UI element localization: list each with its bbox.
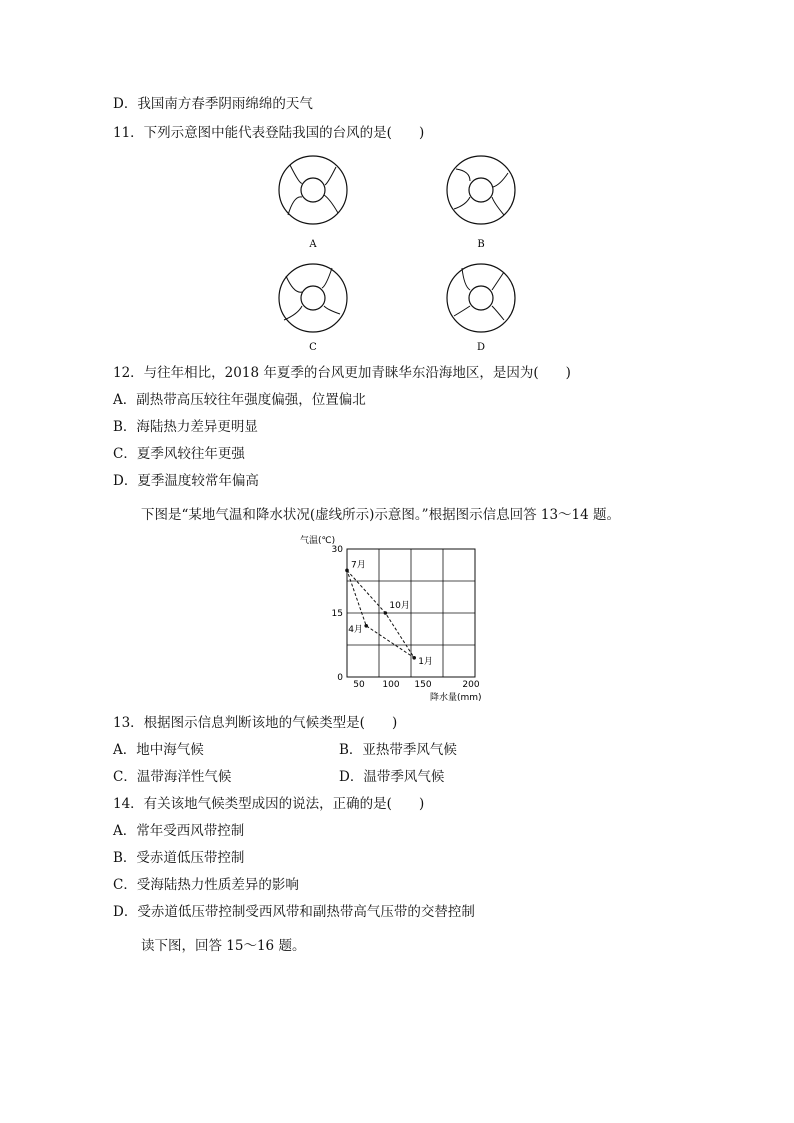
chart-ylabel: 气温(℃) [300,536,336,546]
q14-option-c: C．受海陆热力性质差异的影响 [113,877,299,893]
q13-option-d: D．温带季风气候 [339,769,445,785]
q13-option-c: C．温带海洋性气候 [113,769,232,785]
q11-stem: 11．下列示意图中能代表登陆我国的台风的是( ) [113,125,425,141]
prev-option-d: D．我国南方春季阴雨绵绵的天气 [113,96,313,112]
q14-stem: 14．有关该地气候类型成因的说法，正确的是( ) [113,796,425,812]
data-point-label: 7月 [351,560,366,571]
data-point-label: 1月 [418,656,433,667]
data-point [384,611,388,615]
q12-option-c: C．夏季风较往年更强 [113,446,245,462]
data-point [345,569,349,573]
x-tick-label: 200 [462,680,480,690]
q14-option-b: B．受赤道低压带控制 [113,850,245,866]
data-point-label: 4月 [348,624,363,635]
typhoon-diagram-c [270,258,356,358]
chart-xlabel: 降水量(mm) [430,693,482,703]
x-tick-label: 50 [353,680,365,690]
chart-grid [347,549,475,677]
intro-13-14: 下图是“某地气温和降水状况(虚线所示)示意图。”根据图示信息回答 13～14 题。 [141,507,621,523]
y-tick-label: 15 [331,609,343,619]
q12-option-a: A．副热带高压较往年强度偏强，位置偏北 [113,392,366,408]
intro-15-16: 读下图，回答 15～16 题。 [141,938,306,954]
chart-marks [332,545,480,690]
climate-chart [300,535,500,705]
q13-stem: 13．根据图示信息判断该地的气候类型是( ) [113,715,398,731]
typhoon-diagram-d [438,258,524,358]
x-tick-label: 150 [414,680,432,690]
q12-stem: 12．与往年相比，2018 年夏季的台风更加青睐华东沿海地区，是因为( ) [113,365,571,381]
y-tick-label: 30 [331,545,343,555]
data-point [364,624,368,628]
diagram-label-d: D [476,342,486,353]
q14-option-d: D．受赤道低压带控制受西风带和副热带高气压带的交替控制 [113,904,475,920]
x-tick-label: 100 [382,680,400,690]
q12-option-b: B．海陆热力差异更明显 [113,419,258,435]
q12-option-d: D．夏季温度较常年偏高 [113,473,259,489]
diagram-label-b: B [477,239,485,250]
q13-option-a: A．地中海气候 [113,742,204,758]
q14-option-a: A．常年受西风带控制 [113,823,245,839]
data-point [412,656,416,660]
data-point-label: 10月 [389,601,410,611]
q13-option-b: B．亚热带季风气候 [339,742,457,758]
diagram-label-c: C [309,342,317,353]
typhoon-diagram-a [270,155,356,255]
y-tick-label: 0 [337,673,343,683]
diagram-label-a: A [309,239,317,250]
typhoon-diagram-b [438,155,524,255]
